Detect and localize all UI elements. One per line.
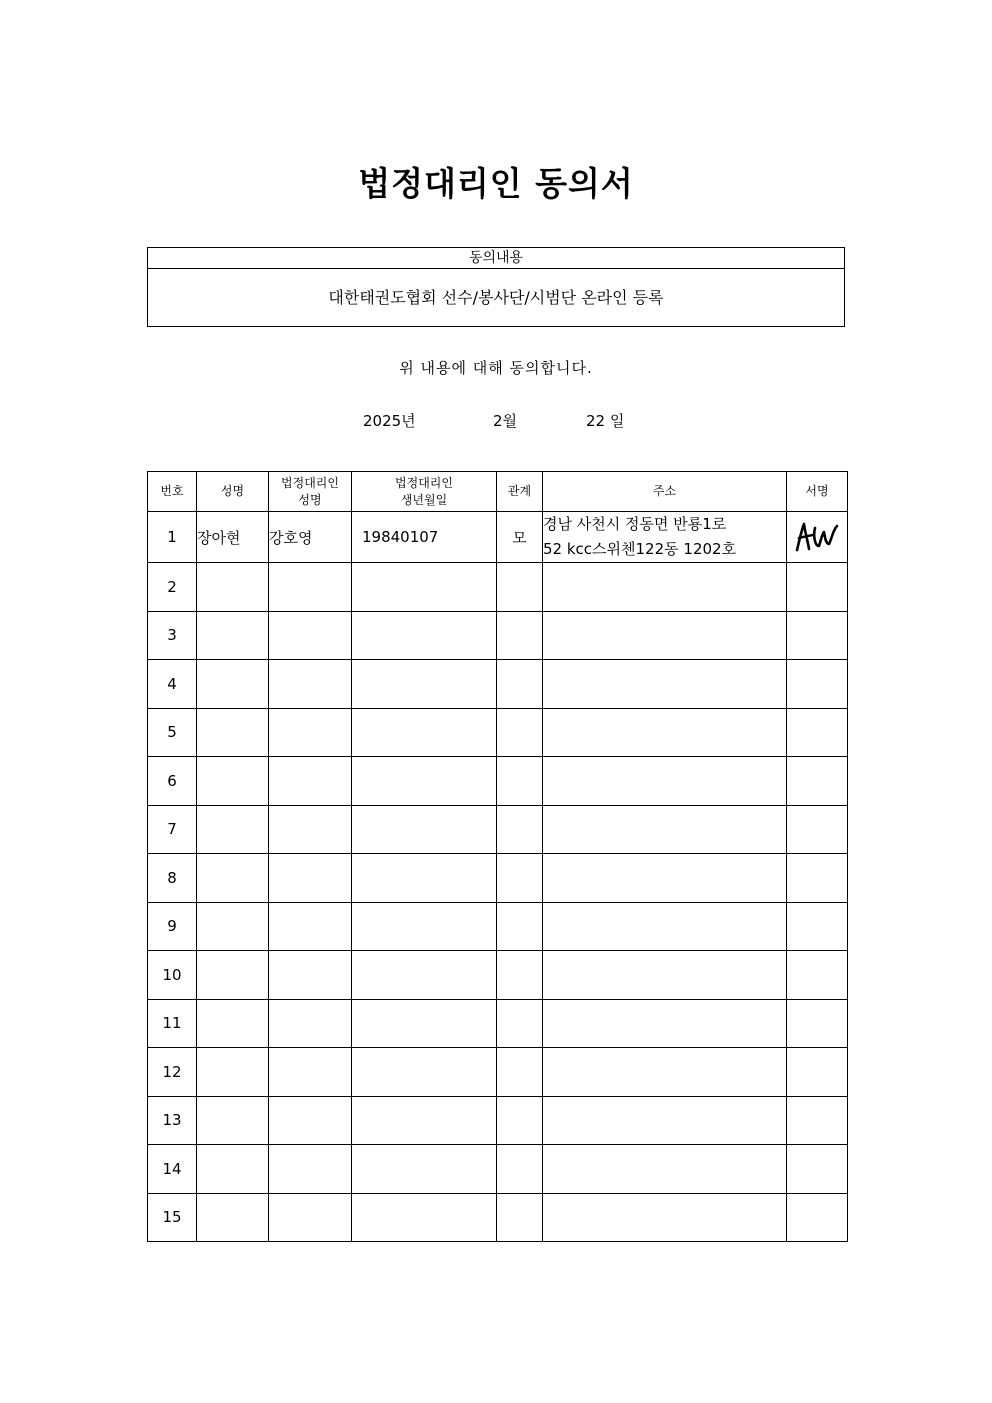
row-name <box>197 854 269 903</box>
row-guardian-name <box>269 951 352 1000</box>
header-guardian-name <box>269 472 352 512</box>
row-guardian-name <box>269 805 352 854</box>
table-row <box>148 757 848 806</box>
row-address <box>543 951 787 1000</box>
row-guardian-name <box>269 999 352 1048</box>
row-name <box>197 611 269 660</box>
header-guardian-name-line1: 법정대리인 <box>281 475 339 490</box>
row-relation <box>497 951 543 1000</box>
row-address <box>543 999 787 1048</box>
row-guardian-birth <box>352 999 497 1048</box>
date-year: 2025년 <box>363 412 416 430</box>
row-number: 11 <box>148 999 197 1048</box>
row-relation <box>497 999 543 1048</box>
row-relation <box>497 563 543 612</box>
handwritten-signature-icon <box>791 518 849 554</box>
row-guardian-name <box>269 1096 352 1145</box>
row-relation <box>497 854 543 903</box>
consent-header: 동의내용 <box>148 248 844 269</box>
table-row <box>148 805 848 854</box>
row-guardian-birth <box>352 1048 497 1097</box>
row-guardian-birth <box>352 563 497 612</box>
row-signature-cell <box>787 1048 848 1097</box>
row-name <box>197 805 269 854</box>
table-row <box>148 1193 848 1242</box>
header-guardian-birth <box>352 472 497 512</box>
table-row <box>148 902 848 951</box>
row-guardian-name: 강호영 <box>269 512 352 563</box>
row-name <box>197 708 269 757</box>
row-name: 장아현 <box>197 512 269 563</box>
row-name <box>197 660 269 709</box>
row-signature-cell <box>787 805 848 854</box>
row-signature-cell <box>787 854 848 903</box>
consent-box <box>147 247 845 327</box>
row-number: 9 <box>148 902 197 951</box>
header-address: 주소 <box>543 472 787 512</box>
header-name: 성명 <box>197 472 269 512</box>
row-guardian-name <box>269 854 352 903</box>
row-address <box>543 660 787 709</box>
table-row <box>148 1048 848 1097</box>
guardian-table <box>147 471 848 1242</box>
row-relation <box>497 611 543 660</box>
row-relation <box>497 660 543 709</box>
row-address <box>543 757 787 806</box>
row-guardian-birth: 19840107 <box>352 512 497 563</box>
header-guardian-name-line2: 성명 <box>298 492 322 507</box>
row-relation <box>497 757 543 806</box>
row-signature-cell <box>787 951 848 1000</box>
row-guardian-name <box>269 563 352 612</box>
row-address <box>543 708 787 757</box>
row-number: 13 <box>148 1096 197 1145</box>
row-address <box>543 854 787 903</box>
row-guardian-name <box>269 1048 352 1097</box>
row-signature-cell <box>787 708 848 757</box>
row-signature-cell <box>787 563 848 612</box>
row-relation <box>497 708 543 757</box>
row-number: 4 <box>148 660 197 709</box>
row-name <box>197 1096 269 1145</box>
row-address <box>543 1193 787 1242</box>
row-name <box>197 902 269 951</box>
row-number: 15 <box>148 1193 197 1242</box>
document-title: 법정대리인 동의서 <box>358 164 634 203</box>
row-guardian-birth <box>352 1145 497 1194</box>
header-number: 번호 <box>148 472 197 512</box>
date-day: 22 일 <box>586 412 625 430</box>
row-name <box>197 757 269 806</box>
row-number: 14 <box>148 1145 197 1194</box>
row-guardian-name <box>269 1145 352 1194</box>
row-address <box>543 611 787 660</box>
row-name <box>197 1048 269 1097</box>
header-guardian-birth-line1: 법정대리인 <box>395 475 453 490</box>
row-guardian-name <box>269 660 352 709</box>
row-guardian-birth <box>352 902 497 951</box>
row-signature-cell <box>787 902 848 951</box>
row-guardian-birth <box>352 805 497 854</box>
row-signature-cell <box>787 757 848 806</box>
row-address <box>543 563 787 612</box>
agree-statement: 위 내용에 대해 동의합니다. <box>399 359 593 377</box>
row-guardian-name <box>269 1193 352 1242</box>
row-address <box>543 902 787 951</box>
row-guardian-birth <box>352 708 497 757</box>
table-header-row <box>148 472 848 512</box>
consent-content: 대한태권도협회 선수/봉사단/시범단 온라인 등록 <box>328 288 664 307</box>
table-row <box>148 611 848 660</box>
row-guardian-name <box>269 757 352 806</box>
row-name <box>197 563 269 612</box>
row-guardian-name <box>269 708 352 757</box>
row-guardian-birth <box>352 757 497 806</box>
row-signature-cell <box>787 1145 848 1194</box>
row-number: 10 <box>148 951 197 1000</box>
row-guardian-name <box>269 611 352 660</box>
row-guardian-birth <box>352 1096 497 1145</box>
header-guardian-birth-line2: 생년월일 <box>400 492 448 507</box>
table-row <box>148 854 848 903</box>
row-signature-cell <box>787 512 848 563</box>
row-address <box>543 1096 787 1145</box>
row-number: 2 <box>148 563 197 612</box>
table-row <box>148 999 848 1048</box>
date-month: 2월 <box>493 412 518 430</box>
row-guardian-birth <box>352 854 497 903</box>
row-signature-cell <box>787 611 848 660</box>
row-number: 5 <box>148 708 197 757</box>
row-address <box>543 1145 787 1194</box>
row-name <box>197 999 269 1048</box>
row-signature-cell <box>787 1193 848 1242</box>
row-name <box>197 1193 269 1242</box>
table-row <box>148 660 848 709</box>
row-number: 7 <box>148 805 197 854</box>
row-relation <box>497 805 543 854</box>
header-relation: 관계 <box>497 472 543 512</box>
table-row <box>148 1096 848 1145</box>
row-number: 3 <box>148 611 197 660</box>
row-guardian-birth <box>352 951 497 1000</box>
table-row <box>148 708 848 757</box>
row-relation <box>497 1193 543 1242</box>
row-number: 1 <box>148 512 197 563</box>
row-relation: 모 <box>497 512 543 563</box>
row-signature-cell <box>787 999 848 1048</box>
row-address <box>543 512 787 563</box>
row-number: 6 <box>148 757 197 806</box>
table-row <box>148 563 848 612</box>
row-address <box>543 1048 787 1097</box>
row-relation <box>497 902 543 951</box>
row-address <box>543 805 787 854</box>
row-guardian-name <box>269 902 352 951</box>
row-guardian-birth <box>352 1193 497 1242</box>
table-row <box>148 1145 848 1194</box>
row-number: 12 <box>148 1048 197 1097</box>
row-relation <box>497 1096 543 1145</box>
table-row <box>148 512 848 563</box>
row-address-line1: 경남 사천시 정동면 반룡1로 <box>543 515 727 533</box>
table-row <box>148 951 848 1000</box>
row-relation <box>497 1048 543 1097</box>
header-signature: 서명 <box>787 472 848 512</box>
row-signature-cell <box>787 660 848 709</box>
row-number: 8 <box>148 854 197 903</box>
row-relation <box>497 1145 543 1194</box>
row-name <box>197 1145 269 1194</box>
row-signature-cell <box>787 1096 848 1145</box>
row-name <box>197 951 269 1000</box>
row-guardian-birth <box>352 660 497 709</box>
row-guardian-birth <box>352 611 497 660</box>
row-address-line2: 52 kcc스위첸122동 1202호 <box>543 540 737 558</box>
